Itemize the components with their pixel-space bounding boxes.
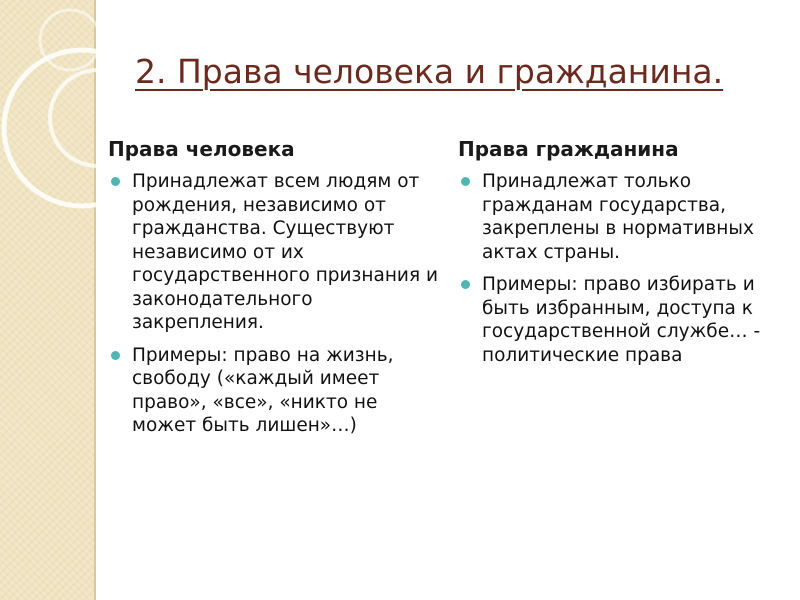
bullet-dot-icon (461, 280, 470, 289)
list-item (458, 273, 788, 367)
list-item-text: Принадлежат всем людям от рождения, независимо от гражданства. Существуют независимо от их государственного признания и законодательного закрепления. (132, 171, 438, 333)
side-strip-divider (94, 0, 96, 600)
list-item (108, 170, 443, 335)
slide-title: 2. Права человека и гражданина. (135, 52, 724, 91)
list-item-text: Примеры: право избирать и быть избранным, доступа к государственной службе… - политические права (482, 274, 761, 366)
list-item-text: Принадлежат только гражданам государства, закреплены в нормативных актах страны. (482, 171, 754, 263)
bullet-dot-icon (461, 177, 470, 186)
human-rights-list (108, 170, 443, 438)
citizen-rights-list (458, 170, 788, 367)
citizen-rights-heading: Права гражданина (458, 137, 679, 161)
citizen-rights-column (458, 136, 788, 376)
decorative-side-strip (0, 0, 94, 600)
list-item-text: Примеры: право на жизнь, свободу («каждый имеет право», «все», «никто не может быть лишен»…) (132, 344, 394, 436)
human-rights-column (108, 136, 443, 447)
bullet-dot-icon (111, 351, 120, 360)
human-rights-heading: Права человека (108, 137, 295, 161)
list-item (458, 170, 788, 264)
bullet-dot-icon (111, 177, 120, 186)
list-item (108, 344, 443, 438)
